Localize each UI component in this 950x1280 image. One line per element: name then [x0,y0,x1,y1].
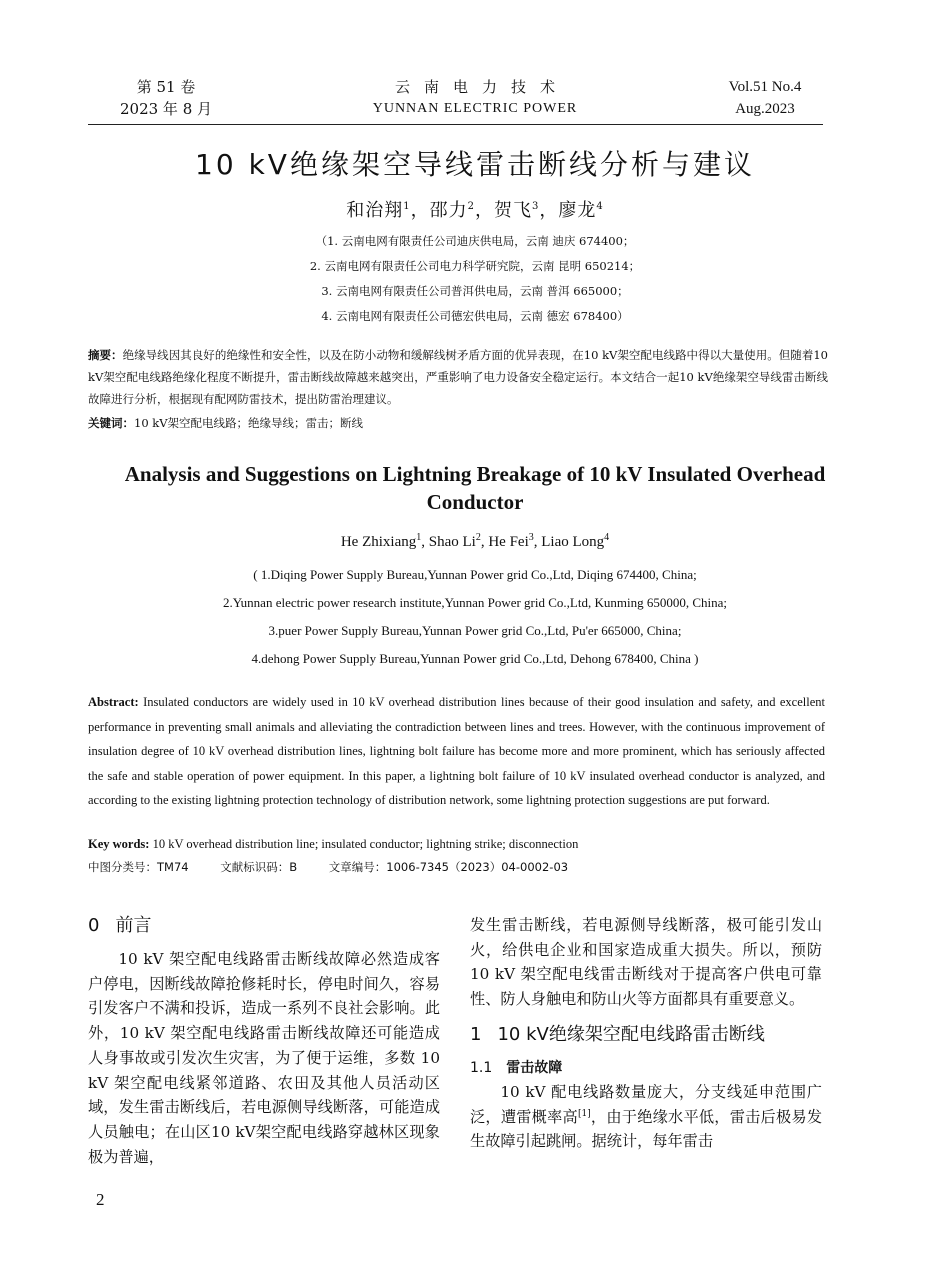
affiliation-en-3: 3.puer Power Supply Bureau,Yunnan Power grid Co.,Ltd, Pu'er 665000, China; [268,623,682,638]
section-1-1-paragraph: 10 kV 配电线路数量庞大，分支线延申范围广泛，遭雷概率高[1]，由于绝缘水平低，雷击后极易发生故障引起跳闸。据统计，每年雷击 [470,1082,823,1151]
author-separator: , [533,534,542,550]
header-journal-en: YUNNAN ELECTRIC POWER [372,101,578,116]
authors-en [80,534,870,551]
classification-line [88,857,825,877]
affiliation-en-4: 4.dehong Power Supply Bureau,Yunnan Power grid Co.,Ltd, Dehong 678400, China ) [251,651,699,666]
page-number: 2 [96,1190,105,1209]
affiliation-en-2: 2.Yunnan electric power research institute,Yunnan Power grid Co.,Ltd, Kunming 650000, China; [222,595,727,610]
affiliation-cn-2: 2. 云南电网有限责任公司电力科学研究院，云南 昆明 650214； [309,259,641,273]
author-en-3: He Fei$^3$ [488,532,534,550]
affiliation-en-1: ( 1.Diqing Power Supply Bureau,Yunnan Power grid Co.,Ltd, Diqing 674400, China; [253,567,697,582]
title-cn: 10 kV绝缘架空导线雷击断线分析与建议 [195,148,755,181]
author-separator: ， [539,200,559,221]
section-1-heading [470,1022,822,1048]
author-cn-4: 廖龙$^4$ [558,200,604,221]
header-journal-cn: 云南电力技术 [394,78,569,96]
author-separator: , [421,534,429,550]
article-number: 文章编号：1006-7345（2023）04-0002-03 [328,860,569,874]
abstract-en-label: Abstract: [88,695,139,709]
header-journal-block [300,76,650,120]
section-1-title: 10 kV绝缘架空配电线路雷击断线 [497,1023,765,1045]
header-vol-en: Vol.51 No.4 [728,79,802,95]
section-1-1-number: 1.1 [470,1059,493,1076]
section-0-number: 0 [88,915,100,936]
section-0-title: 前言 [115,915,152,936]
section-0-paragraph: 10 kV 架空配电线路雷击断线故障必然造成客户停电，因断线故障抢修耗时长，停电时间久，容易引发客户不满和投诉，造成一系列不良社会影响。此外，10 kV 架空配电线路雷击断线故障还可能造成人身事故或引发次生灾害，为了便于运维，多数 10 kV 架空配电线紧邻道路、农田及其他人员活动区域，发生雷击断线后，若电源侧导线断落，可能造成人员触电；在山区10 kV架空配电线路穿越林区现象极为普遍， [88,950,440,1166]
author-separator: ， [475,200,494,221]
author-en-2: Shao Li$^2$ [428,532,481,550]
affiliation-cn-1: （1. 云南电网有限责任公司迪庆供电局，云南 迪庆 674400； [315,234,635,248]
keywords-en-label: Key words: [88,837,150,851]
abstract-cn-label: 摘要： [88,348,123,362]
affiliations-en [100,561,850,673]
keywords-cn-label: 关键词： [88,416,134,430]
keywords-cn [88,412,828,434]
abstract-cn-text: 绝缘导线因其良好的绝缘性和安全性，以及在防小动物和缓解线树矛盾方面的优异表现，在10 kV架空配电线路中得以大量使用。但随着10 kV架空配电线路绝缘化程度不断提升，雷击断线故障越来越突出，严重影响了电力设备安全稳定运行。本文结合一起10 kV绝缘架空导线雷击断线故障进行分析，根据现有配网防雷技术，提出防雷治理建议。 [88,348,828,406]
section-1-number: 1 [470,1023,482,1045]
keywords-en [88,834,825,854]
header-date-cn: 2023 年 8 月 [119,100,213,118]
section-1-1-heading [470,1056,822,1080]
section-1-1-title: 雷击故障 [506,1059,563,1076]
author-en-1: He Zhixiang$^1$ [340,532,422,550]
body-column-right [470,913,822,1154]
section-0-paragraph-continued: 发生雷击断线，若电源侧导线断落，极可能引发山火，给供电企业和国家造成重大损失。所以，预防 10 kV 架空配电线雷击断线对于提高客户供电可靠性、防人身触电和防山火等方面都具有重要意义。 [470,916,822,1009]
header-date-en: Aug.2023 [735,101,795,117]
author-cn-3: 贺飞$^3$ [494,200,540,221]
header-volume: 第 51 卷 [136,78,196,96]
header-rule [88,124,823,125]
clc-number: 中图分类号：TM74 [88,860,189,874]
header-volume-block [96,76,236,120]
keywords-cn-text: 10 kV架空配电线路；绝缘导线；雷击；断线 [134,416,364,430]
header-issue-block [700,76,830,120]
citation-ref: [1] [577,1108,591,1119]
author-cn-1: 和治翔$^1$ [346,200,411,221]
abstract-en-text: Insulated conductors are widely used in 10 kV overhead distribution lines because of their good insulation and safety, and excellent performance in preventing small animals and alleviating the contradiction between lines and trees. However, with the continuous improvement of insulation degree of 10 kV overhead distribution lines, lightning bolt failure has become more and more prominent, which has seriously affected the safe and stable operation of power equipment. In this paper, a lightning bolt failure of 10 kV insulated overhead conductor is analyzed, and according to the existing lightning protection technology of distribution network, some lightning protection suggestions are put forward. [88,695,825,808]
author-en-4: Liao Long$^4$ [541,532,610,550]
document-code: 文献标识码：B [220,860,298,874]
author-separator: ， [410,200,430,221]
affiliation-cn-3: 3. 云南电网有限责任公司普洱供电局，云南 普洱 665000； [321,284,629,298]
author-cn-2: 邵力$^2$ [429,200,475,221]
title-en: Analysis and Suggestions on Lightning Breakage of 10 kV Insulated Overhead Conductor [124,462,826,514]
body-column-left [88,913,440,1169]
abstract-cn [88,344,828,410]
author-separator: , [480,534,489,550]
authors-cn [60,196,890,222]
keywords-en-text: 10 kV overhead distribution line; insulated conductor; lightning strike; disconnection [152,837,579,851]
affiliation-cn-4: 4. 云南电网有限责任公司德宏供电局，云南 德宏 678400） [321,309,629,323]
section-0-heading [88,913,440,939]
affiliations-cn [160,229,790,329]
abstract-en [88,690,825,813]
